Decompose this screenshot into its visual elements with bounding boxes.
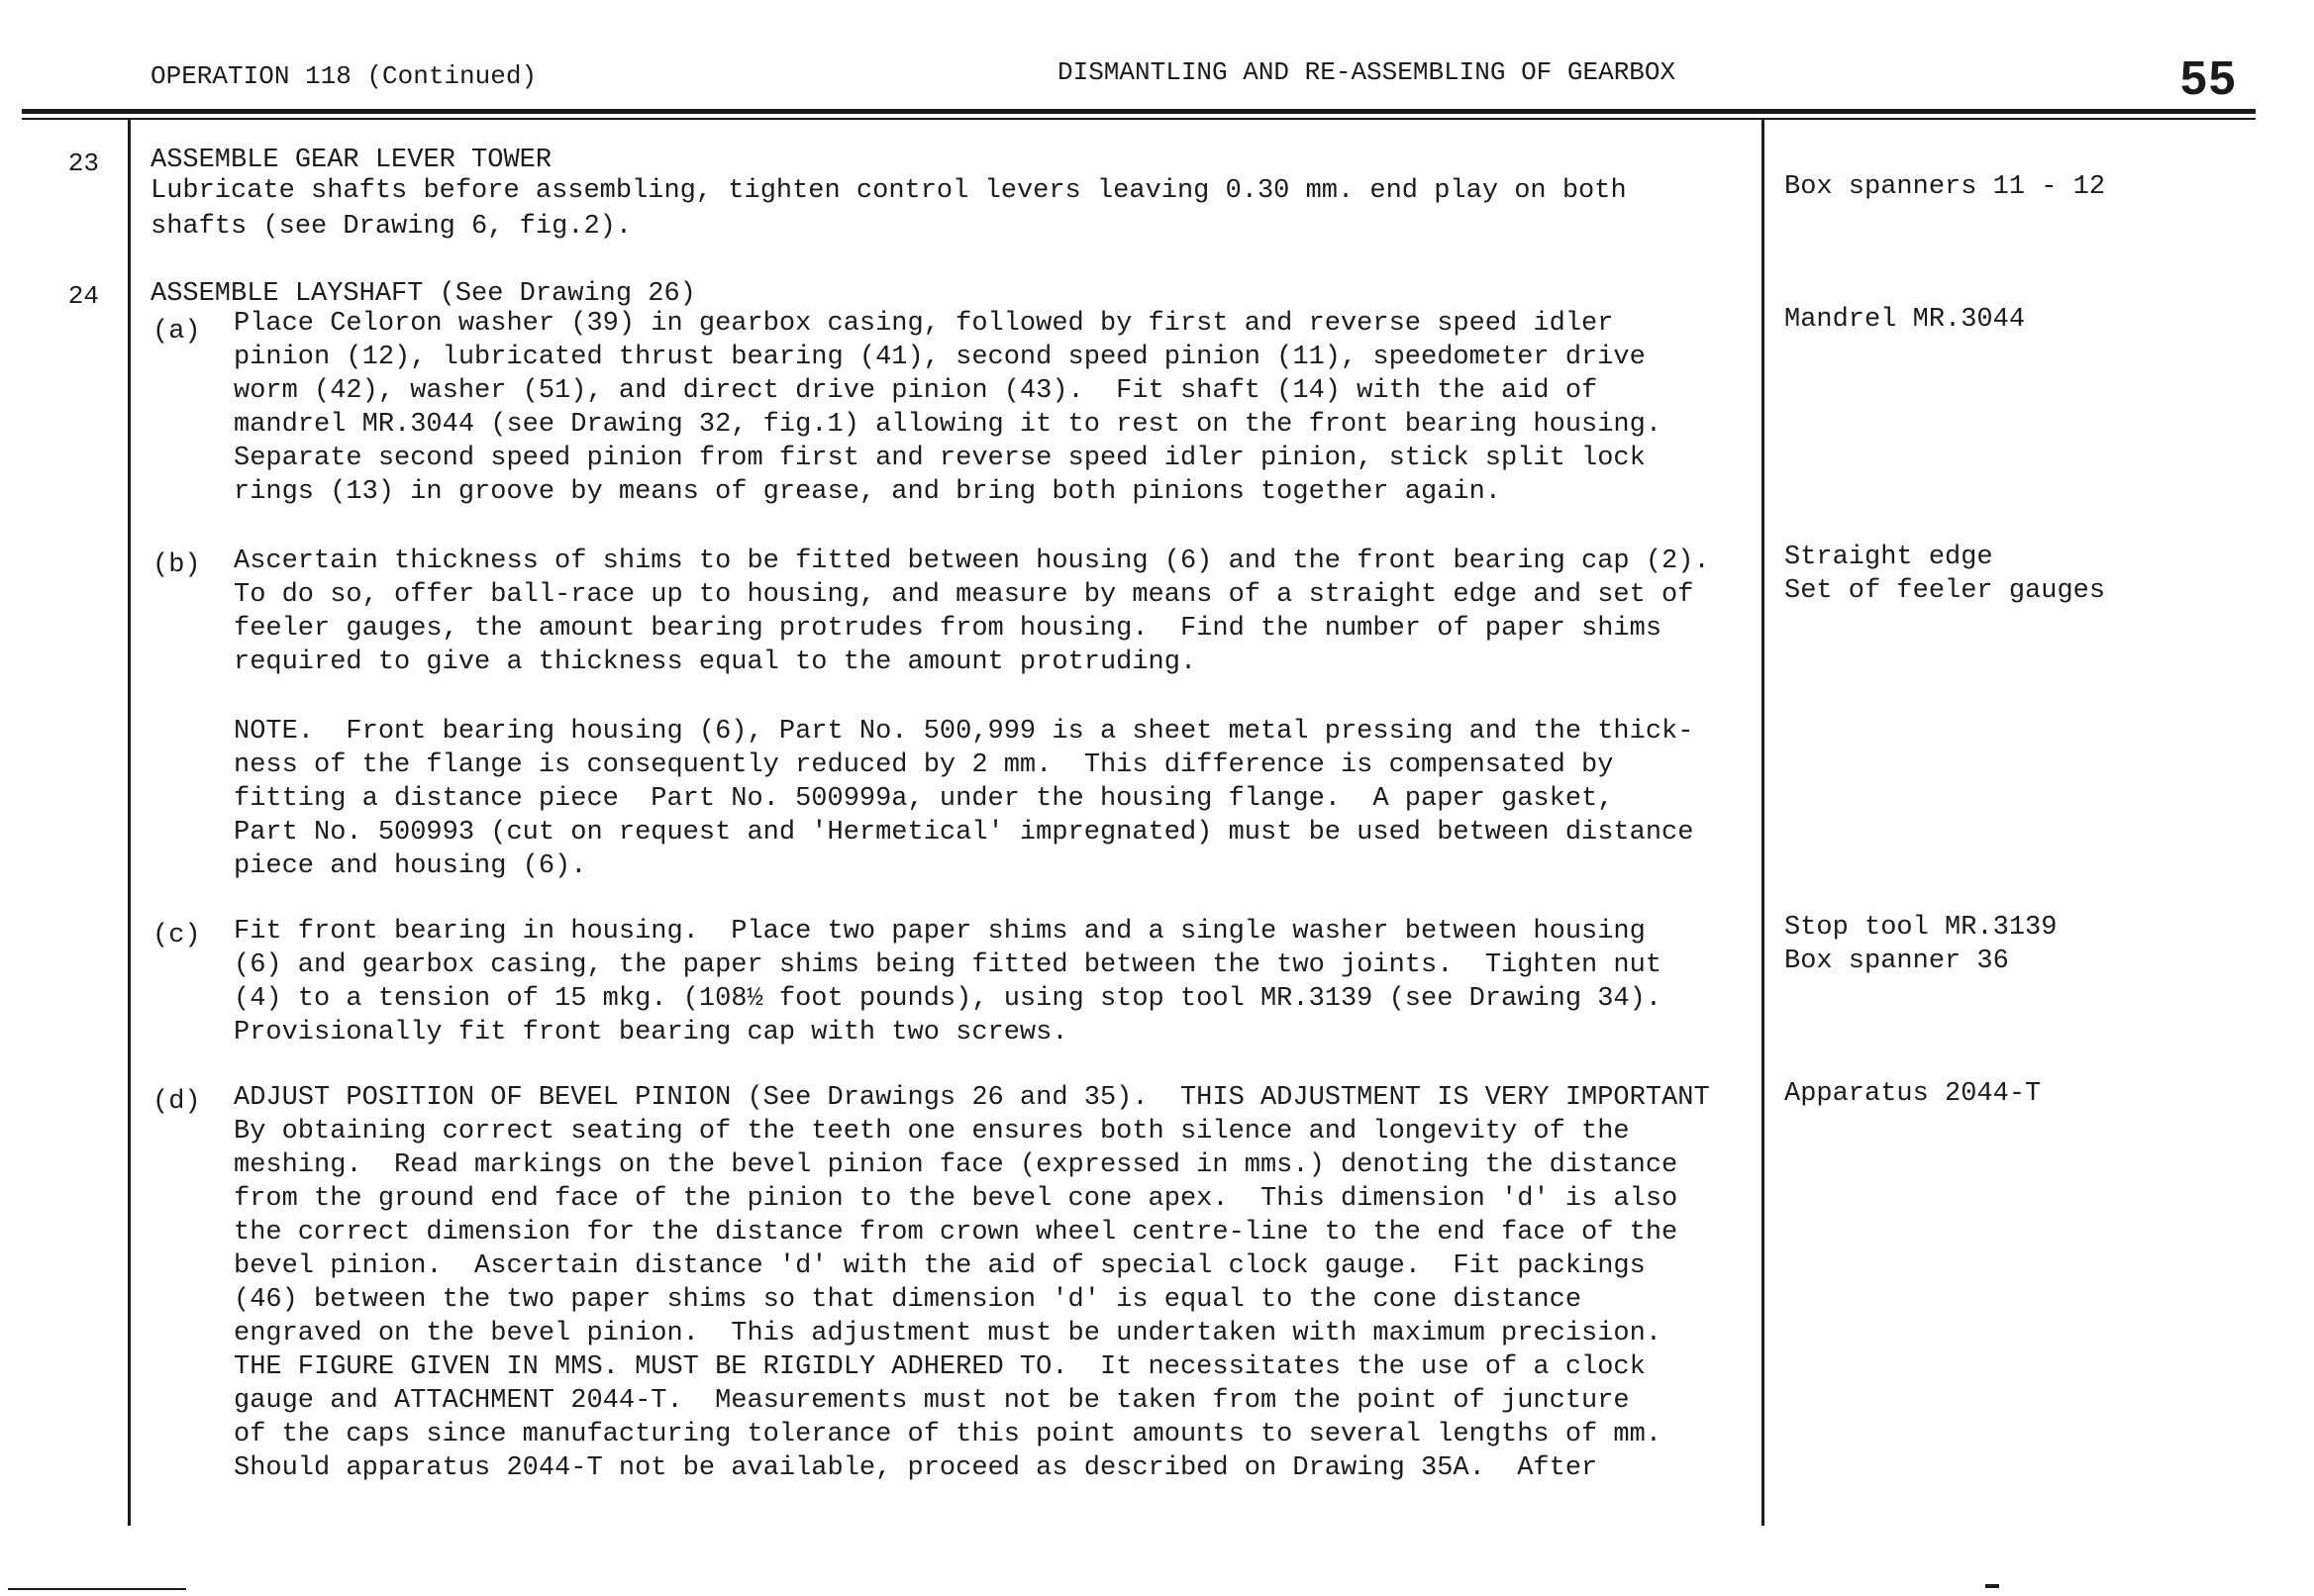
sub-step-text-line: (46) between the two paper shims so that dimension 'd' is equal to the cone distance [234, 1285, 1582, 1315]
tool-item: Box spanner 36 [1784, 947, 2009, 976]
sub-step-text-line: from the ground end face of the pinion to the bevel cone apex. This dimension 'd' is also [234, 1184, 1678, 1214]
sub-step-label: (d) [152, 1087, 201, 1117]
bottom-rule [8, 1588, 186, 1590]
sub-step-text-line: mandrel MR.3044 (see Drawing 32, fig.1) allowing it to rest on the front bearing housing. [234, 410, 1662, 440]
tool-item: Box spanners 11 - 12 [1784, 172, 2106, 202]
operation-header: OPERATION 118 (Continued) [151, 61, 538, 91]
sub-step-text-line: THE FIGURE GIVEN IN MMS. MUST BE RIGIDLY ADHERED TO. It necessitates the use of a clock [234, 1352, 1646, 1382]
sub-step-text-line: worm (42), washer (51), and direct drive pinion (43). Fit shaft (14) with the aid of [234, 376, 1598, 406]
tool-item: Set of feeler gauges [1784, 576, 2106, 606]
sub-step-text-line: (4) to a tension of 15 mkg. (108½ foot pounds), using stop tool MR.3139 (see Drawing 34). [234, 984, 1662, 1014]
step-number: 23 [67, 149, 99, 178]
step-text-line: shafts (see Drawing 6, fig.2). [151, 212, 633, 242]
page-number: 55 [2180, 52, 2238, 105]
tool-item: Mandrel MR.3044 [1784, 305, 2026, 335]
sub-step-text-line: meshing. Read markings on the bevel pinion face (expressed in mms.) denoting the distance [234, 1150, 1678, 1180]
sub-step-text-line: Provisionally fit front bearing cap with two screws. [234, 1018, 1068, 1047]
note-text-line: fitting a distance piece Part No. 500999a, under the housing flange. A paper gasket, [234, 784, 1614, 814]
sub-step-text-line: Place Celoron washer (39) in gearbox casing, followed by first and reverse speed idler [234, 309, 1614, 339]
tool-item: Straight edge [1784, 543, 1993, 572]
sub-step-text-line: Should apparatus 2044-T not be available, proceed as described on Drawing 35A. After [234, 1453, 1598, 1483]
note-text-line: piece and housing (6). [234, 851, 587, 881]
number-column-divider [128, 120, 131, 1526]
header-rule-thick [22, 109, 2256, 114]
note-text-line: NOTE. Front bearing housing (6), Part No. 500,999 is a sheet metal pressing and the thick- [234, 717, 1694, 747]
sub-step-label: (c) [152, 921, 201, 950]
sub-step-text-line: gauge and ATTACHMENT 2044-T. Measurements must not be taken from the point of juncture [234, 1386, 1630, 1416]
tool-item: Stop tool MR.3139 [1784, 913, 2058, 943]
sub-step-text-line: To do so, offer ball-race up to housing, and measure by means of a straight edge and set of [234, 580, 1694, 610]
step-text-line: Lubricate shafts before assembling, tighten control levers leaving 0.30 mm. end play on both [151, 176, 1627, 206]
sub-step-text-line: pinion (12), lubricated thrust bearing (41), second speed pinion (11), speedometer drive [234, 343, 1646, 372]
step-title: ASSEMBLE GEAR LEVER TOWER [151, 146, 553, 175]
sub-step-text-line: engraved on the bevel pinion. This adjustment must be undertaken with maximum precision. [234, 1319, 1662, 1348]
sub-step-text-line: the correct dimension for the distance from crown wheel centre-line to the end face of the [234, 1218, 1678, 1247]
header-rule-thin [22, 118, 2256, 120]
tool-item: Apparatus 2044-T [1784, 1079, 2042, 1109]
note-text-line: Part No. 500993 (cut on request and 'Hermetical' impregnated) must be used between distance [234, 818, 1694, 848]
bottom-mark [1985, 1584, 1999, 1588]
sub-step-text-line: (6) and gearbox casing, the paper shims being fitted between the two joints. Tighten nut [234, 950, 1662, 980]
sub-step-text-line: Ascertain thickness of shims to be fitted between housing (6) and the front bearing cap (2). [234, 547, 1710, 576]
sub-step-text-line: rings (13) in groove by means of grease, and bring both pinions together again. [234, 477, 1502, 507]
sub-step-text-line: Fit front bearing in housing. Place two paper shims and a single washer between housing [234, 917, 1646, 947]
sub-step-label: (b) [152, 550, 201, 580]
sub-step-text-line: feeler gauges, the amount bearing protrudes from housing. Find the number of paper shims [234, 614, 1662, 644]
sub-step-text-line: Separate second speed pinion from first and reverse speed idler pinion, stick split lock [234, 444, 1646, 473]
sub-step-label: (a) [152, 317, 201, 347]
sub-step-text-line: ADJUST POSITION OF BEVEL PINION (See Drawings 26 and 35). THIS ADJUSTMENT IS VERY IMPORTANT [234, 1083, 1710, 1113]
note-text-line: ness of the flange is consequently reduced by 2 mm. This difference is compensated by [234, 750, 1614, 780]
step-number: 24 [67, 281, 99, 311]
sub-step-text-line: By obtaining correct seating of the teeth one ensures both silence and longevity of the [234, 1117, 1630, 1147]
tools-column-divider [1761, 120, 1764, 1526]
sub-step-text-line: of the caps since manufacturing tolerance of this point amounts to several lengths of mm. [234, 1420, 1662, 1449]
sub-step-text-line: required to give a thickness equal to the amount protruding. [234, 648, 1197, 677]
sub-step-text-line: bevel pinion. Ascertain distance 'd' with the aid of special clock gauge. Fit packings [234, 1251, 1646, 1281]
step-title: ASSEMBLE LAYSHAFT (See Drawing 26) [151, 279, 696, 309]
section-title: DISMANTLING AND RE-ASSEMBLING OF GEARBOX [1057, 57, 1676, 87]
